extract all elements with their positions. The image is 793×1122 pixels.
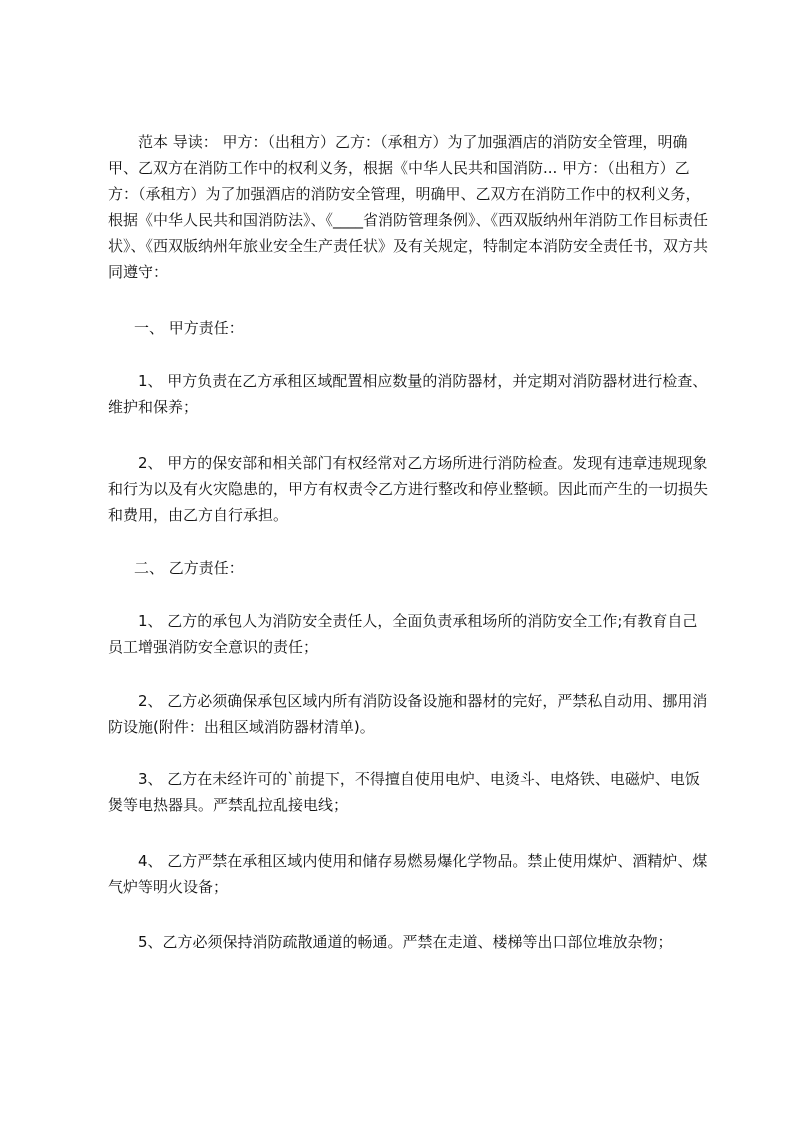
party-b-item-3: 3、 乙方在未经许可的`前提下，不得擅自使用电炉、电烫斗、电烙铁、电磁炉、电饭煲等电热器具。严禁乱拉乱接电线； bbox=[108, 770, 700, 814]
party-a-item-1: 1、 甲方负责在乙方承租区域配置相应数量的消防器材，并定期对消防器材进行检查、维护和保养； bbox=[108, 372, 708, 416]
party-a-item-2: 2、 甲方的保安部和相关部门有权经常对乙方场所进行消防检查。发现有违章违规现象和行为以及有火灾隐患的，甲方有权责令乙方进行整改和停业整顿。因此而产生的一切损失和费用，由乙方自行承担。 bbox=[108, 454, 709, 524]
party-b-item-2: 2、 乙方必须确保承包区域内所有消防设备设施和器材的完好，严禁私自动用、挪用消防设施(附件：出租区域消防器材清单)。 bbox=[108, 692, 708, 736]
section-heading-party-a: 一、 甲方责任： bbox=[134, 319, 244, 337]
party-b-item-5: 5、乙方必须保持消防疏散通道的畅通。严禁在走道、楼梯等出口部位堆放杂物； bbox=[138, 933, 673, 951]
section-heading-party-b: 二、 乙方责任： bbox=[134, 559, 244, 577]
intro-paragraph: 范本 导读： 甲方：（出租方）乙方：（承租方）为了加强酒店的消防安全管理，明确甲、乙双方在消防工作中的权利义务，根据《中华人民共和国消防... 甲方：（出租方）乙方：（承租方）为了加强酒店的消防安全管理，明确甲、乙双方在消防工作中的权利义务，根据《中华人民共和国消防法》、《____省消防管理条例》、《西双版纳州年消防工作目标责任状》、《西双版纳州年旅业安全生产责任状》及有关规定，特制定本消防安全责任书，双方共同遵守： bbox=[108, 133, 709, 281]
party-b-item-4: 4、 乙方严禁在承租区域内使用和储存易燃易爆化学物品。禁止使用煤炉、酒精炉、煤气炉等明火设备； bbox=[108, 852, 708, 896]
party-b-item-1: 1、 乙方的承包人为消防安全责任人，全面负责承租场所的消防安全工作;有教育自己员工增强消防安全意识的责任； bbox=[108, 612, 698, 656]
